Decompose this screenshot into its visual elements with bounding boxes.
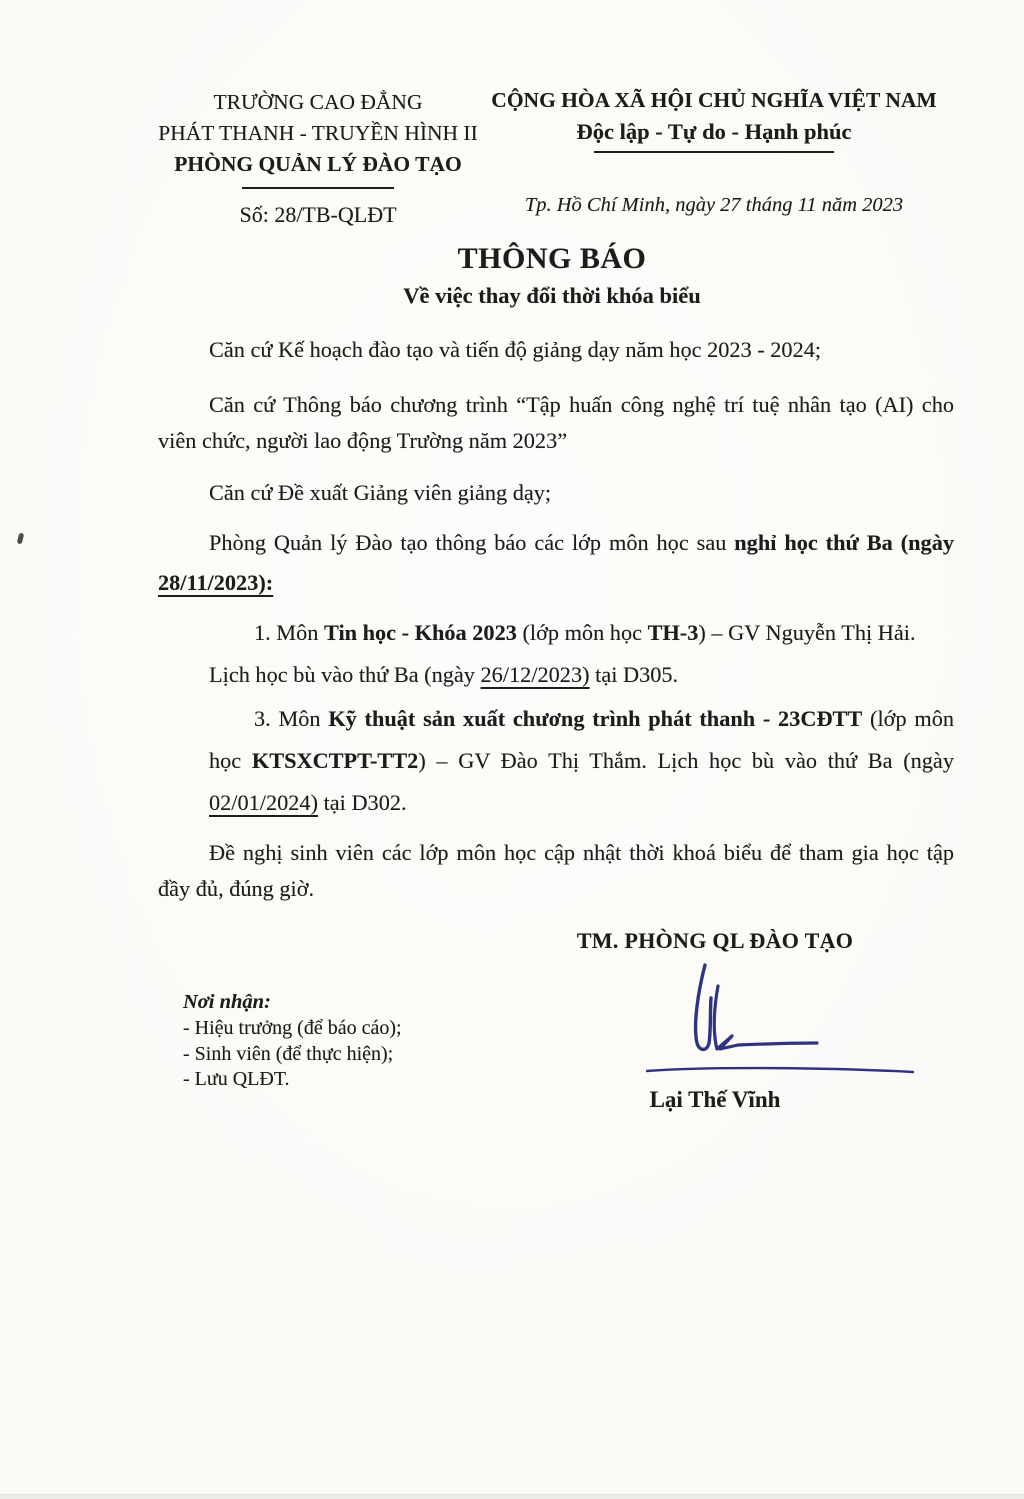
signer-name: Lại Thế Vĩnh bbox=[649, 1087, 781, 1112]
body-line bbox=[209, 335, 954, 365]
document-number: Số: 28/TB-QLĐT bbox=[239, 202, 397, 227]
text-run: Tin học - Khóa 2023 bbox=[324, 620, 517, 645]
body-line bbox=[209, 838, 954, 868]
body-line bbox=[254, 704, 954, 734]
document-title: THÔNG BÁO bbox=[457, 242, 647, 275]
text-run: Căn cứ Thông báo chương trình “Tập huấn công nghệ trí tuệ nhân tạo (AI) cho bbox=[209, 392, 954, 417]
text-run: Lịch học bù vào thứ Ba (ngày bbox=[209, 662, 481, 687]
text-run: nghỉ học thứ Ba (ngày bbox=[734, 530, 954, 555]
text-run: 3. Môn bbox=[254, 706, 329, 731]
text-run: 1. Môn bbox=[254, 620, 324, 645]
scan-bottom-edge bbox=[0, 1494, 1024, 1499]
motto-underline bbox=[594, 151, 834, 153]
recipients-heading: Nơi nhận: bbox=[183, 991, 271, 1013]
text-run: đầy đủ, đúng giờ. bbox=[158, 876, 315, 901]
body-line bbox=[209, 478, 954, 508]
body-line bbox=[209, 660, 954, 690]
text-run: TH-3 bbox=[647, 620, 699, 645]
org-name-line2: PHÁT THANH - TRUYỀN HÌNH II bbox=[158, 121, 478, 145]
national-motto-block bbox=[484, 86, 944, 217]
text-run: Đề nghị sinh viên các lớp môn học cập nhật thời khoá biểu để tham gia học tập bbox=[209, 840, 954, 865]
text-run: (lớp môn học bbox=[516, 620, 648, 645]
text-run: 02/01/2024) bbox=[209, 790, 319, 815]
text-run: ) – GV Nguyễn Thị Hải. bbox=[698, 620, 916, 645]
body-line bbox=[209, 788, 954, 818]
text-run: (lớp môn bbox=[862, 706, 954, 731]
document-body bbox=[154, 335, 954, 904]
org-name-line1: TRƯỜNG CAO ĐẲNG bbox=[213, 90, 423, 114]
org-underline bbox=[242, 187, 394, 189]
org-department: PHÒNG QUẢN LÝ ĐÀO TẠO bbox=[174, 152, 462, 176]
document-subtitle: Về việc thay đổi thời khóa biểu bbox=[403, 283, 701, 308]
body-line bbox=[158, 874, 954, 904]
recipients-block bbox=[183, 991, 402, 1093]
recipient-item: - Sinh viên (để thực hiện); bbox=[183, 1042, 394, 1065]
text-run: ) – GV Đào Thị Thắm. Lịch học bù vào thứ Ba (ngày bbox=[418, 748, 954, 773]
signature-handwriting bbox=[628, 950, 928, 1080]
text-run: Kỹ thuật sản xuất chương trình phát thanh - 23CĐTT bbox=[328, 706, 863, 731]
scan-speck bbox=[17, 533, 25, 545]
body-line bbox=[209, 746, 954, 776]
recipient-item: - Lưu QLĐT. bbox=[183, 1068, 290, 1090]
text-run: 26/12/2023) bbox=[480, 662, 590, 687]
text-run: học bbox=[209, 748, 252, 773]
body-line bbox=[209, 528, 954, 558]
text-run: tại D305. bbox=[589, 662, 679, 687]
text-run: viên chức, người lao động Trường năm 2023” bbox=[158, 428, 568, 453]
text-run: Phòng Quản lý Đào tạo thông báo các lớp môn học sau bbox=[209, 530, 735, 555]
national-motto: Độc lập - Tự do - Hạnh phúc bbox=[576, 119, 852, 144]
text-run: Căn cứ Đề xuất Giảng viên giảng dạy; bbox=[209, 480, 552, 505]
text-run: KTSXCTPT-TT2 bbox=[251, 748, 419, 773]
body-line bbox=[158, 568, 954, 598]
national-header: CỘNG HÒA XÃ HỘI CHỦ NGHĨA VIỆT NAM bbox=[491, 88, 937, 112]
issuing-org-block bbox=[148, 87, 488, 230]
text-run: Căn cứ Kế hoạch đào tạo và tiến độ giảng dạy năm học 2023 - 2024; bbox=[209, 337, 822, 362]
body-line bbox=[254, 618, 954, 648]
place-dateline: Tp. Hồ Chí Minh, ngày 27 tháng 11 năm 2023 bbox=[524, 194, 904, 216]
text-run: 28/11/2023): bbox=[158, 570, 274, 595]
text-run: tại D302. bbox=[318, 790, 407, 815]
recipients-list bbox=[183, 1016, 402, 1093]
body-line bbox=[209, 390, 954, 420]
recipient-item: - Hiệu trưởng (để báo cáo); bbox=[183, 1017, 402, 1039]
signing-authority: TM. PHÒNG QL ĐÀO TẠO bbox=[576, 928, 854, 953]
title-block bbox=[152, 243, 952, 310]
body-line bbox=[158, 426, 954, 456]
